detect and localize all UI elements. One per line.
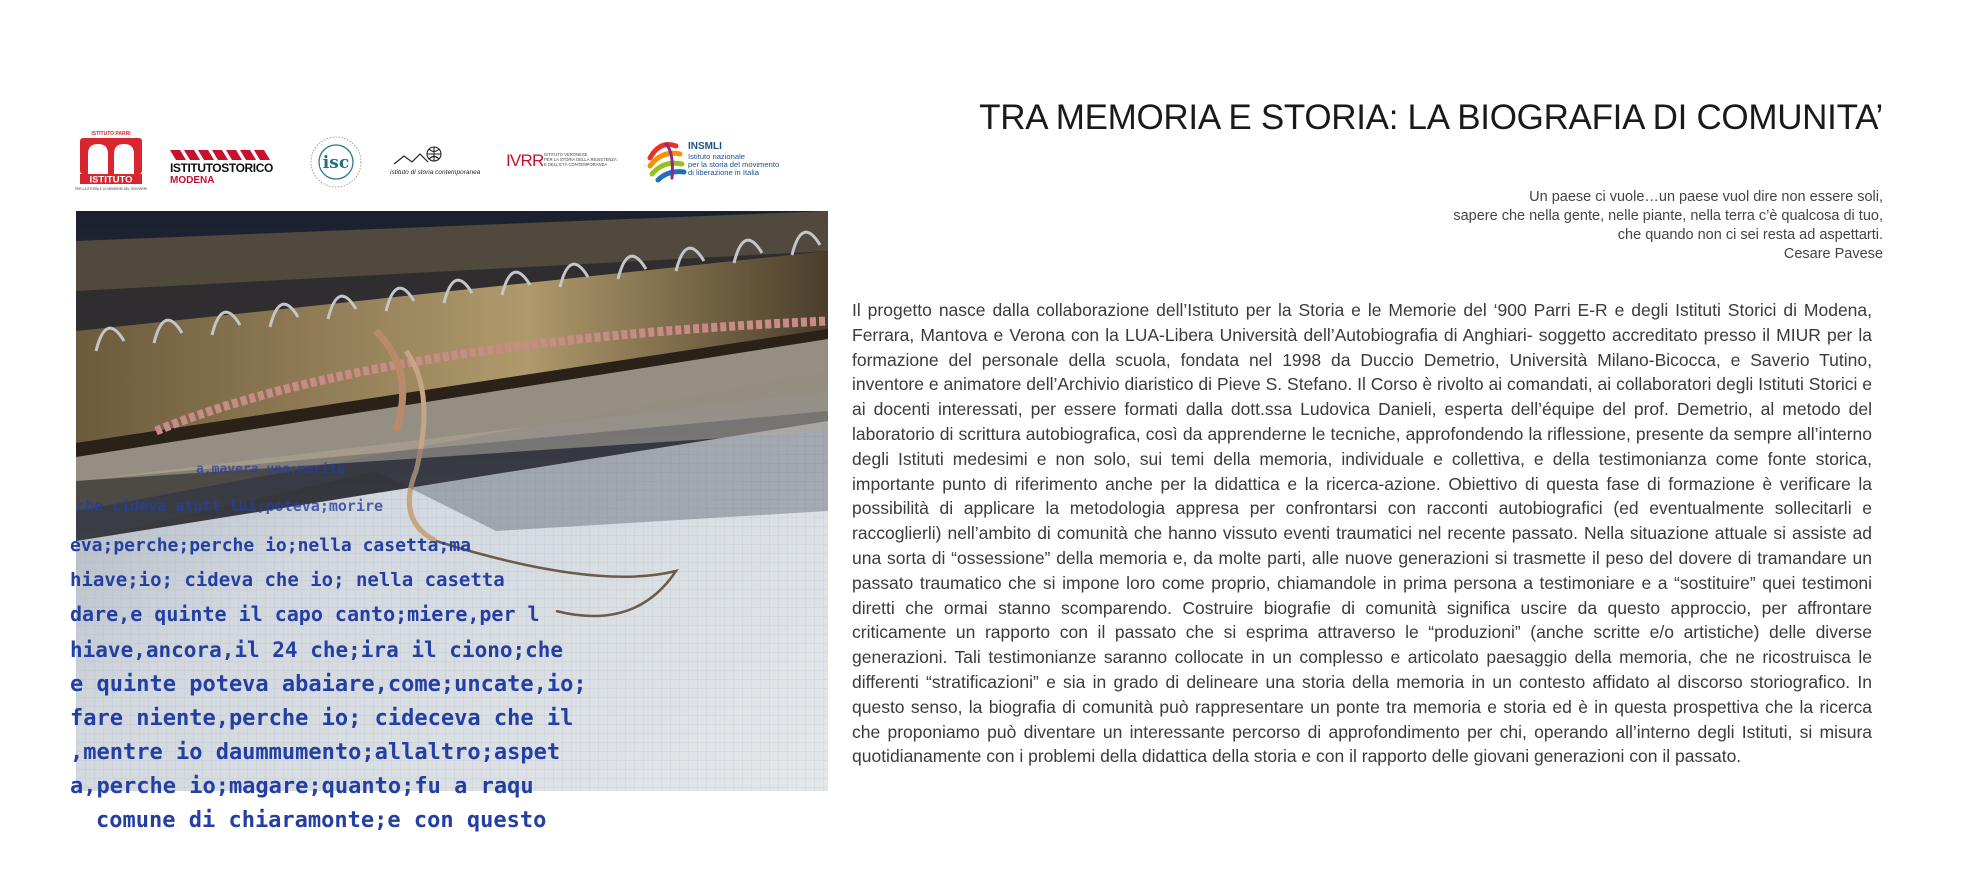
typed-line: fare niente,perche io; cideceva che il (70, 706, 574, 731)
istituto-mantova-logo (390, 142, 490, 178)
logo-insmli-mark: INSMLI (688, 141, 722, 152)
typed-line: comune di chiaramonte;e con questo (96, 808, 547, 833)
epigraph-line: che quando non ci sei resta ad aspettarti. (1617, 227, 1883, 243)
logo-mantova-caption: istituto di storia contemporanea (390, 169, 481, 176)
body-paragraph: Il progetto nasce dalla collaborazione dell’Istituto per la Storia e le Memorie del ‘900 Parri E-R e degli Istituti Storici di Modena, Ferrara, Mantova e Verona con la LUA-Libera Università dell’Autobiografia di Anghiari- soggetto accreditato presso il MIUR per la formazione del personale della scuola, fondata nel 1998 da Duccio Demetrio, Università Milano-Bicocca, e Saverio Tutino, inventore e animatore dell’Archivio diaristico di Pieve S. Stefano. Il Corso è rivolto ai comandati, ai collaboratori degli Istituti Storici e ai docenti interessati, per essere formati dalla dott.ssa Ludovica Danieli, esperta dell’équipe del prof. Demetrio, al metodo del laboratorio di scrittura autobiografica, così da apprenderne le tecniche, approfondendo la riflessione, presente da sempre all’interno degli Istituti medesimi e non solo, sui temi della memoria, individuale e collettiva, e della testimonianza come fonte storica, importante punto di riferimento anche per la didattica e la ricerca-azione. Obiettivo di questa fase di formazione è verificare la possibilità di applicare la metodologia appresa per confrontarsi con racconti autobiografici (ed eventualmente sollecitarli e raccoglierli) nell’ambito di comunità che hanno vissuto eventi traumatici nel recente passato. Nella situazione attuale si assiste ad una sorta di “ossessione” della memoria e, da molte parti, alle nuove generazioni si trasmette il peso del dovere di tramandare un passato traumatico che si impone loro come proprio, chiamandole in prima persona a testimoniare e a “sostituire” quei testimoni diretti che ormai stanno scomparendo. Costruire biografie di comunità significa uscire da questo approccio, per affrontare criticamente un rapporto con il passato che si esprima attraverso le “produzioni” (anche scritte e/o artistiche) delle diverse generazioni. Tali testimonianze saranno collocate in un complesso e articolato paesaggio della memoria, che ne ricostruisca le differenti “stratificazioni” e sia in grado di delineare una storia della memoria in un contesto affidato al discorso storiografico. In questo senso, la biografia di comunità può rappresentare un ponte tra memoria e storia ed è in questa prospettiva che la ricerca che proponiamo può diventare un interessante percorso di approfondimento per chi, operando all’interno degli Istituti, si misura quotidianamente con i problemi della didattica della storia e con il rapporto delle giovani generazioni con il passato. (852, 300, 1872, 767)
typed-line: a,perche io;magare;quanto;fu a raqu (70, 774, 534, 799)
logo-ivrr-line1: ISTITUTO VERONESE (544, 152, 588, 157)
typed-line: che cideva atutt lui;poteva;morire (76, 497, 384, 515)
insmli-logo (646, 138, 786, 184)
istituto-storico-modena-logo (170, 150, 280, 186)
logo-modena-line1: ISTITUTOSTORICO (170, 161, 273, 175)
epigraph-author: Cesare Pavese (1783, 246, 1883, 262)
typed-line: eva;perche;perche io;nella casetta;ma (70, 535, 471, 556)
logo-parri-top: ISTITUTO PARRI (91, 131, 131, 137)
logo-modena-line2: MODENA (170, 175, 215, 186)
ivrr-logo (506, 148, 636, 174)
logo-parri-main: ISTITUTO (89, 174, 133, 186)
logo-insmli-line3: di liberazione in Italia (688, 168, 759, 177)
notebook-photo (70, 211, 828, 833)
typed-line: dare,e quinte il capo canto;miere,per l (70, 602, 540, 626)
typed-line: ,mentre io daummumento;allaltro;aspet (70, 740, 561, 765)
notebook-photo-drawing (70, 211, 828, 833)
typed-line: hiave;io; cideva che io; nella casetta (70, 569, 505, 591)
logo-ferrara-mono: isc (322, 153, 350, 173)
typed-line: hiave,ancora,il 24 che;ira il ciono;che (70, 638, 564, 662)
logo-insmli-line2: per la storia del movimento (688, 160, 780, 169)
page-title: TRA MEMORIA E STORIA: LA BIOGRAFIA DI COMUNITA’ (979, 98, 1883, 137)
typed-line: a,mavera una;marita (196, 462, 345, 477)
istituto-ferrara-logo (308, 134, 364, 190)
logo-ivrr-line2: PER LA STORIA DELLA RESISTENZA (544, 157, 617, 162)
partner-logos (75, 128, 818, 192)
istituto-parri-logo (75, 128, 147, 192)
epigraph-line: Un paese ci vuole…un paese vuol dire non essere soli, (1529, 189, 1883, 205)
logo-parri-sub: PER LA STORIA E LE MEMORIE DEL '900 PARRI (75, 187, 147, 191)
epigraph (1453, 188, 1883, 264)
logo-ivrr-line3: E DELL'ETÀ CONTEMPORANEA (544, 162, 608, 167)
epigraph-line: sapere che nella gente, nelle piante, nella terra c’è qualcosa di tuo, (1453, 208, 1883, 224)
logo-insmli-line1: Istituto nazionale (688, 152, 745, 161)
typed-line: e quinte poteva abaiare,come;uncate,io; (70, 672, 587, 697)
logo-ivrr-mark: IVRR (506, 151, 544, 170)
